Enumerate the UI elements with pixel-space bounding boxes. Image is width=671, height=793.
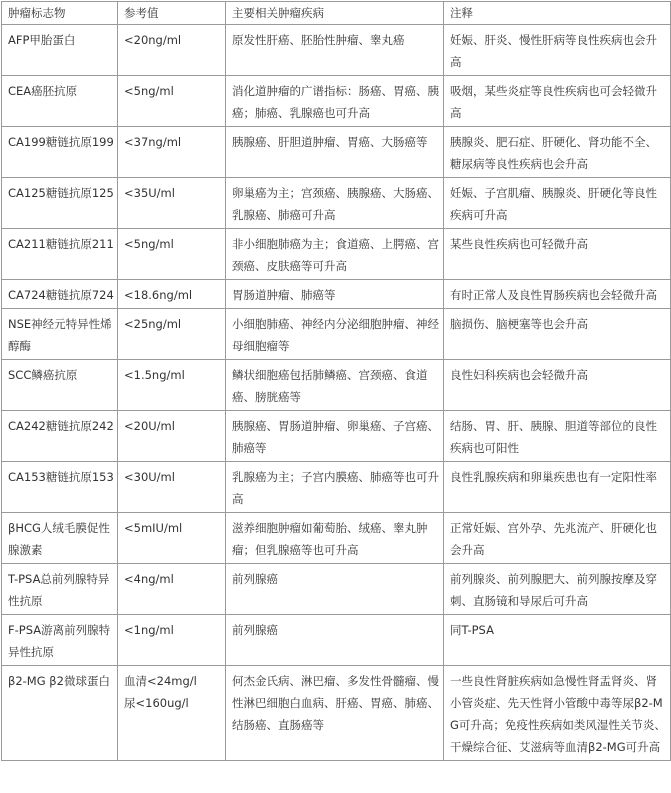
header-disease: 主要相关肿瘤疾病 <box>226 2 444 25</box>
table-row <box>2 411 671 462</box>
disease-cell: 卵巢癌为主；宫颈癌、胰腺癌、大肠癌、乳腺癌、肺癌可升高 <box>226 178 444 229</box>
reference-cell: <20U/ml <box>118 411 226 462</box>
reference-cell: <1ng/ml <box>118 615 226 666</box>
note-cell: 结肠、胃、肝、胰腺、胆道等部位的良性疾病也可阳性 <box>444 411 671 462</box>
reference-cell: <4ng/ml <box>118 564 226 615</box>
reference-cell: 血清<24mg/l 尿<160ug/l <box>118 666 226 761</box>
table-row <box>2 178 671 229</box>
disease-cell: 乳腺癌为主；子宫内膜癌、肺癌等也可升高 <box>226 462 444 513</box>
marker-cell: CA199糖链抗原199 <box>2 127 118 178</box>
header-marker: 肿瘤标志物 <box>2 2 118 25</box>
reference-cell: <20ng/ml <box>118 25 226 76</box>
note-cell: 妊娠、子宫肌瘤、胰腺炎、肝硬化等良性疾病可升高 <box>444 178 671 229</box>
table-row <box>2 280 671 309</box>
table-row <box>2 127 671 178</box>
marker-cell: NSE神经元特异性烯醇酶 <box>2 309 118 360</box>
disease-cell: 何杰金氏病、淋巴瘤、多发性骨髓瘤、慢性淋巴细胞白血病、肝癌、胃癌、肺癌、结肠癌、直肠癌等 <box>226 666 444 761</box>
table-row <box>2 564 671 615</box>
note-cell: 脑损伤、脑梗塞等也会升高 <box>444 309 671 360</box>
marker-cell: CA211糖链抗原211 <box>2 229 118 280</box>
reference-cell: <35U/ml <box>118 178 226 229</box>
reference-cell: <25ng/ml <box>118 309 226 360</box>
marker-cell: CA242糖链抗原242 <box>2 411 118 462</box>
reference-cell: <5ng/ml <box>118 76 226 127</box>
table-row <box>2 25 671 76</box>
reference-cell: <1.5ng/ml <box>118 360 226 411</box>
table-row <box>2 462 671 513</box>
table-row <box>2 360 671 411</box>
disease-cell: 小细胞肺癌、神经内分泌细胞肿瘤、神经母细胞瘤等 <box>226 309 444 360</box>
note-cell: 正常妊娠、宫外孕、先兆流产、肝硬化也会升高 <box>444 513 671 564</box>
marker-cell: CA153糖链抗原153 <box>2 462 118 513</box>
table-header-row <box>2 2 671 25</box>
note-cell: 吸烟，某些炎症等良性疾病也可会轻微升高 <box>444 76 671 127</box>
reference-cell: <37ng/ml <box>118 127 226 178</box>
note-cell: 良性乳腺疾病和卵巢疾患也有一定阳性率 <box>444 462 671 513</box>
table-row <box>2 76 671 127</box>
disease-cell: 前列腺癌 <box>226 615 444 666</box>
note-cell: 一些良性肾脏疾病如急慢性肾盂肾炎、肾小管炎症、先天性肾小管酸中毒等尿β2-MG可升高；免疫性疾病如类风湿性关节炎、干燥综合征、艾滋病等血清β2-MG可升高 <box>444 666 671 761</box>
tumor-marker-table <box>1 1 671 761</box>
disease-cell: 消化道肿瘤的广谱指标：肠癌、胃癌、胰癌；肺癌、乳腺癌也可升高 <box>226 76 444 127</box>
disease-cell: 胃肠道肿瘤、肺癌等 <box>226 280 444 309</box>
disease-cell: 滋养细胞肿瘤如葡萄胎、绒癌、睾丸肿瘤；但乳腺癌等也可升高 <box>226 513 444 564</box>
table-row <box>2 229 671 280</box>
reference-cell: <5ng/ml <box>118 229 226 280</box>
marker-cell: T-PSA总前列腺特异性抗原 <box>2 564 118 615</box>
reference-cell: <5mIU/ml <box>118 513 226 564</box>
disease-cell: 非小细胞肺癌为主；食道癌、上腭癌、宫颈癌、皮肤癌等可升高 <box>226 229 444 280</box>
disease-cell: 鳞状细胞癌包括肺鳞癌、宫颈癌、食道癌、膀胱癌等 <box>226 360 444 411</box>
reference-cell: <30U/ml <box>118 462 226 513</box>
note-cell: 同T-PSA <box>444 615 671 666</box>
note-cell: 有时正常人及良性胃肠疾病也会轻微升高 <box>444 280 671 309</box>
note-cell: 妊娠、肝炎、慢性肝病等良性疾病也会升高 <box>444 25 671 76</box>
note-cell: 某些良性疾病也可轻微升高 <box>444 229 671 280</box>
marker-cell: SCC鳞癌抗原 <box>2 360 118 411</box>
reference-cell: <18.6ng/ml <box>118 280 226 309</box>
header-note: 注释 <box>444 2 671 25</box>
marker-cell: CA724糖链抗原724 <box>2 280 118 309</box>
marker-cell: β2-MG β2微球蛋白 <box>2 666 118 761</box>
header-reference: 参考值 <box>118 2 226 25</box>
disease-cell: 胰腺癌、肝胆道肿瘤、胃癌、大肠癌等 <box>226 127 444 178</box>
marker-cell: F-PSA游离前列腺特异性抗原 <box>2 615 118 666</box>
disease-cell: 胰腺癌、胃肠道肿瘤、卵巢癌、子宫癌、肺癌等 <box>226 411 444 462</box>
note-cell: 良性妇科疾病也会轻微升高 <box>444 360 671 411</box>
marker-cell: AFP甲胎蛋白 <box>2 25 118 76</box>
note-cell: 前列腺炎、前列腺肥大、前列腺按摩及穿刺、直肠镜和导尿后可升高 <box>444 564 671 615</box>
note-cell: 胰腺炎、肥石症、肝硬化、肾功能不全、糖尿病等良性疾病也会升高 <box>444 127 671 178</box>
disease-cell: 前列腺癌 <box>226 564 444 615</box>
table-row <box>2 615 671 666</box>
marker-cell: CA125糖链抗原125 <box>2 178 118 229</box>
marker-cell: CEA癌胚抗原 <box>2 76 118 127</box>
table-row <box>2 513 671 564</box>
table-row <box>2 309 671 360</box>
marker-cell: βHCG人绒毛膜促性腺激素 <box>2 513 118 564</box>
table-row <box>2 666 671 761</box>
disease-cell: 原发性肝癌、胚胎性肿瘤、睾丸癌 <box>226 25 444 76</box>
